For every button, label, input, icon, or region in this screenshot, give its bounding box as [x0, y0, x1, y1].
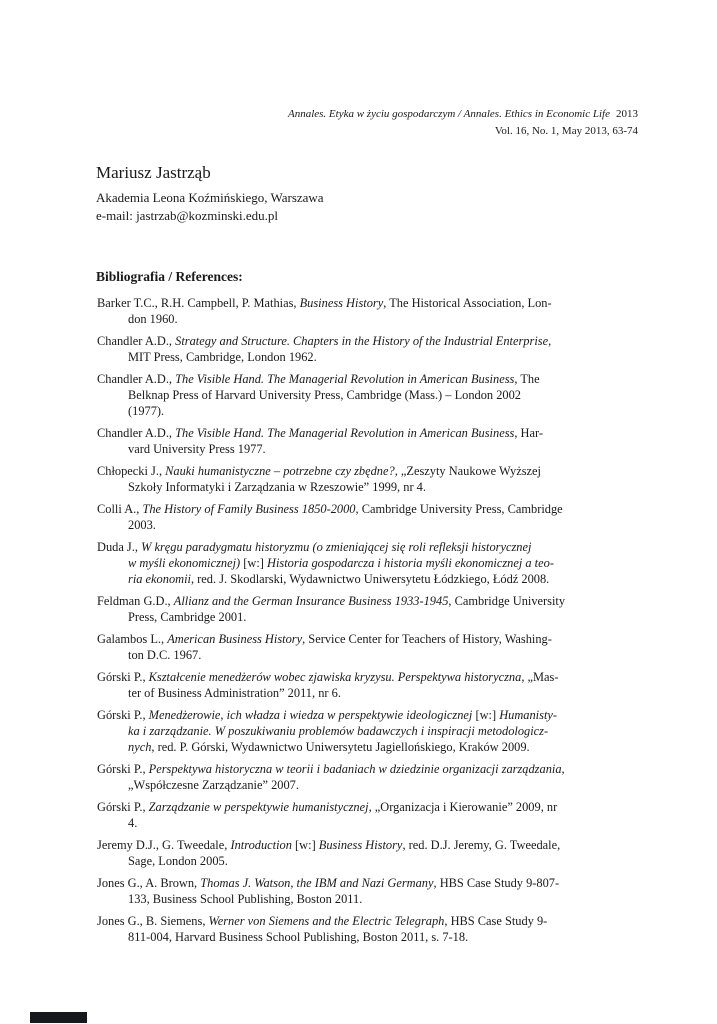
reference-line: [128, 815, 638, 831]
reference-line: [128, 517, 638, 533]
author-affiliation: Akademia Leona Koźmińskiego, Warszawa: [96, 190, 324, 205]
reference-text-segment: , „Zeszyty Naukowe Wyższej: [394, 464, 541, 478]
reference-title-segment: Strategy and Structure. Chapters in the History of the Industrial Enterprise: [175, 334, 549, 348]
reference-line: [128, 479, 638, 495]
reference-text-segment: , Har-: [514, 426, 543, 440]
reference-title-segment: ria ekonomii: [128, 572, 191, 586]
reference-text-segment: Górski P.,: [97, 670, 149, 684]
reference-line: [128, 739, 638, 755]
reference-line: [128, 647, 638, 663]
issue-info: Vol. 16, No. 1, May 2013, 63-74: [494, 125, 638, 137]
reference-entry: [97, 425, 638, 457]
reference-text-segment: 2003.: [128, 518, 156, 532]
reference-line: [128, 929, 638, 945]
reference-entry: [97, 501, 638, 533]
reference-text-segment: , „Mas-: [521, 670, 559, 684]
reference-line: [97, 295, 638, 311]
reference-entry: [97, 539, 638, 587]
reference-title-segment: W kręgu paradygmatu historyzmu (o zmieniającej się roli refleksji historycznej: [141, 540, 532, 554]
reference-line: [128, 853, 638, 869]
reference-text-segment: , The: [514, 372, 540, 386]
reference-text-segment: , red. J. Skodlarski, Wydawnictwo Uniwersytetu Łódzkiego, Łódź 2008.: [190, 572, 550, 586]
reference-text-segment: ,: [561, 762, 565, 776]
reference-line: [97, 799, 638, 815]
reference-text-segment: Górski P.,: [97, 762, 149, 776]
reference-title-segment: Introduction: [230, 838, 292, 852]
reference-text-segment: Duda J.,: [97, 540, 142, 554]
reference-title-segment: Kształcenie menedżerów wobec zjawiska kryzysu. Perspektywa historyczna: [148, 670, 522, 684]
reference-line: [97, 707, 638, 723]
reference-text-segment: , Cambridge University: [448, 594, 566, 608]
reference-line: [97, 463, 638, 479]
reference-title-segment: The Visible Hand. The Managerial Revolution in American Business: [175, 426, 515, 440]
reference-text-segment: Feldman G.D.,: [97, 594, 174, 608]
reference-text-segment: Jeremy D.J., G. Tweedale,: [97, 838, 231, 852]
references-list: [97, 295, 638, 951]
bibliography-heading: Bibliografia / References:: [96, 269, 243, 284]
reference-line: [128, 685, 638, 701]
reference-text-segment: , „Organizacja i Kierowanie” 2009, nr: [368, 800, 558, 814]
reference-line: [128, 891, 638, 907]
reference-entry: [97, 669, 638, 701]
reference-text-segment: Górski P.,: [97, 708, 149, 722]
reference-title-segment: Humanisty-: [499, 708, 558, 722]
reference-entry: [97, 761, 638, 793]
reference-text-segment: 4.: [128, 816, 138, 830]
reference-line: [128, 387, 638, 403]
reference-title-segment: Business History: [318, 838, 403, 852]
footer-artifact: [30, 1012, 87, 1023]
reference-line: [128, 311, 638, 327]
reference-entry: [97, 295, 638, 327]
reference-line: [128, 555, 638, 571]
reference-line: [97, 333, 638, 349]
reference-line: [128, 403, 638, 419]
reference-line: [97, 631, 638, 647]
reference-line: [97, 837, 638, 853]
reference-entry: [97, 593, 638, 625]
reference-entry: [97, 799, 638, 831]
reference-entry: [97, 631, 638, 663]
reference-text-segment: [w:]: [472, 708, 500, 722]
reference-line: [97, 593, 638, 609]
reference-title-segment: Menedżerowie, ich władza i wiedza w perspektywie ideologicznej: [148, 708, 473, 722]
reference-text-segment: , Cambridge University Press, Cambridge: [355, 502, 563, 516]
author-name: Mariusz Jastrząb: [96, 163, 211, 182]
author-block: [96, 161, 324, 225]
reference-text-segment: (1977).: [128, 404, 165, 418]
reference-entry: [97, 707, 638, 755]
reference-line: [97, 669, 638, 685]
reference-line: [128, 723, 638, 739]
reference-text-segment: ton D.C. 1967.: [128, 648, 202, 662]
reference-text-segment: Jones G., B. Siemens,: [97, 914, 209, 928]
reference-text-segment: vard University Press 1977.: [128, 442, 266, 456]
reference-text-segment: Press, Cambridge 2001.: [128, 610, 247, 624]
reference-title-segment: American Business History: [167, 632, 303, 646]
reference-text-segment: Chłopecki J.,: [97, 464, 166, 478]
reference-line: [128, 609, 638, 625]
reference-line: [97, 539, 638, 555]
reference-text-segment: Chandler A.D.,: [97, 334, 176, 348]
reference-title-segment: nych: [128, 740, 152, 754]
reference-title-segment: Allianz and the German Insurance Business 1933-1945: [173, 594, 449, 608]
reference-text-segment: „Współczesne Zarządzanie” 2007.: [128, 778, 299, 792]
reference-text-segment: Sage, London 2005.: [128, 854, 228, 868]
reference-text-segment: Belknap Press of Harvard University Press, Cambridge (Mass.) – London 2002: [128, 388, 521, 402]
journal-title: Annales. Etyka w życiu gospodarczym / Annales. Ethics in Economic Life: [287, 108, 610, 120]
reference-text-segment: Chandler A.D.,: [97, 426, 176, 440]
reference-line: [128, 441, 638, 457]
reference-line: [97, 913, 638, 929]
reference-text-segment: [w:]: [291, 838, 319, 852]
reference-title-segment: Zarządzanie w perspektywie humanistycznej: [148, 800, 369, 814]
reference-text-segment: Szkoły Informatyki i Zarządzania w Rzeszowie” 1999, nr 4.: [128, 480, 426, 494]
reference-entry: [97, 371, 638, 419]
reference-text-segment: 811-004, Harvard Business School Publishing, Boston 2011, s. 7-18.: [128, 930, 469, 944]
reference-title-segment: Perspektywa historyczna w teorii i badaniach w dziedzinie organizacji zarządzania: [148, 762, 562, 776]
reference-entry: [97, 875, 638, 907]
journal-title-line: [97, 106, 638, 123]
reference-text-segment: , red. D.J. Jeremy, G. Tweedale,: [402, 838, 561, 852]
reference-line: [97, 761, 638, 777]
reference-title-segment: Werner von Siemens and the Electric Telegraph: [208, 914, 445, 928]
reference-text-segment: [w:]: [240, 556, 268, 570]
reference-entry: [97, 333, 638, 365]
reference-text-segment: Chandler A.D.,: [97, 372, 176, 386]
reference-line: [97, 371, 638, 387]
journal-year: 2013: [616, 108, 638, 120]
reference-line: [97, 425, 638, 441]
reference-text-segment: , red. P. Górski, Wydawnictwo Uniwersytetu Jagiellońskiego, Kraków 2009.: [151, 740, 530, 754]
reference-title-segment: The Visible Hand. The Managerial Revolution in American Business: [175, 372, 515, 386]
reference-title-segment: Thomas J. Watson, the IBM and Nazi Germany: [200, 876, 434, 890]
reference-text-segment: Galambos L.,: [97, 632, 168, 646]
reference-entry: [97, 463, 638, 495]
author-email: e-mail: jastrzab@kozminski.edu.pl: [96, 208, 279, 223]
reference-title-segment: ka i zarządzanie. W poszukiwaniu problemów badawczych i inspiracji metodologicz-: [128, 724, 549, 738]
journal-header: [97, 106, 638, 140]
reference-text-segment: , HBS Case Study 9-: [444, 914, 548, 928]
reference-text-segment: , Service Center for Teachers of History, Washing-: [302, 632, 552, 646]
reference-text-segment: Barker T.C., R.H. Campbell, P. Mathias,: [97, 296, 300, 310]
reference-entry: [97, 913, 638, 945]
reference-title-segment: w myśli ekonomicznej): [128, 556, 241, 570]
reference-text-segment: ,: [548, 334, 552, 348]
reference-text-segment: , The Historical Association, Lon-: [383, 296, 552, 310]
reference-text-segment: MIT Press, Cambridge, London 1962.: [128, 350, 317, 364]
reference-text-segment: Górski P.,: [97, 800, 149, 814]
reference-line: [128, 349, 638, 365]
reference-entry: [97, 837, 638, 869]
reference-text-segment: 133, Business School Publishing, Boston 2011.: [128, 892, 363, 906]
reference-line: [97, 501, 638, 517]
reference-text-segment: ter of Business Administration” 2011, nr 6.: [128, 686, 341, 700]
reference-title-segment: Business History: [299, 296, 384, 310]
reference-title-segment: Historia gospodarcza i historia myśli ekonomicznej a teo-: [267, 556, 554, 570]
reference-text-segment: don 1960.: [128, 312, 178, 326]
reference-line: [128, 571, 638, 587]
reference-text-segment: , HBS Case Study 9-807-: [433, 876, 560, 890]
reference-text-segment: Jones G., A. Brown,: [97, 876, 201, 890]
reference-title-segment: Nauki humanistyczne – potrzebne czy zbędne?: [165, 464, 395, 478]
reference-line: [128, 777, 638, 793]
reference-text-segment: Colli A.,: [97, 502, 143, 516]
reference-line: [97, 875, 638, 891]
reference-title-segment: The History of Family Business 1850-2000: [142, 502, 356, 516]
